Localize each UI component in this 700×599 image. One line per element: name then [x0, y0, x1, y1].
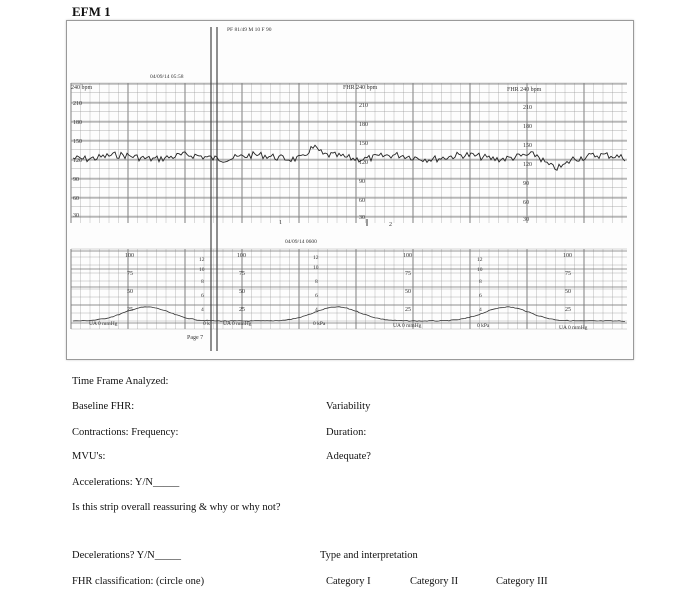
fhr-tick: 150: [73, 139, 82, 145]
baseline-fhr-label: Baseline FHR:: [72, 401, 135, 412]
reassuring-question: Is this strip overall reassuring & why or why not?: [72, 502, 281, 513]
fhr-tick: 60: [359, 198, 365, 204]
minute-marker-1: 1: [279, 220, 282, 226]
ua-tick: 25: [239, 307, 245, 313]
timestamp-2: 04/09/14 0600: [285, 239, 317, 245]
fhr-tick: 90: [523, 181, 529, 187]
fhr-trace: [73, 145, 625, 170]
strip-grid: [71, 83, 627, 329]
kpa-tick: 8: [201, 279, 204, 285]
fhr-tick: 150: [523, 143, 532, 149]
ua-ticks-2: [237, 253, 246, 313]
category-2-option[interactable]: Category II: [410, 576, 459, 587]
ua-tick: 50: [565, 289, 571, 295]
fhr-tick: 30: [523, 217, 529, 223]
fhr-ticks-right: [523, 105, 532, 223]
ua-trace: [73, 307, 625, 322]
kpa-tick: 8: [479, 279, 482, 285]
type-interpretation-label: Type and interpretation: [320, 550, 418, 561]
ua-tick: 25: [127, 307, 133, 313]
kpa-tick: 4: [201, 307, 204, 313]
ua-tick: 50: [405, 289, 411, 295]
fhr-tick: 120: [523, 162, 532, 168]
fhr-scale-label-2: FHR 240 bpm: [343, 85, 378, 91]
kpa-tick: 12: [477, 257, 483, 263]
ua-ticks-3: [403, 253, 412, 313]
duration-label: Duration:: [326, 427, 367, 438]
kpa-tick: 4: [315, 307, 318, 313]
ua-tick: 25: [405, 307, 411, 313]
kpa-tick: 10: [477, 267, 483, 273]
fhr-scale-label-3: FHR 240 bpm: [507, 87, 542, 93]
accelerations-label: Accelerations: Y/N_____: [72, 477, 180, 488]
kpa-tick: 10: [199, 267, 205, 273]
ua-unit-1: UA 0 mmHg: [89, 321, 118, 327]
ua-unit-4: UA 0 mmHg: [559, 325, 588, 331]
ua-ticks-1: [125, 253, 134, 313]
fhr-tick: 60: [523, 200, 529, 206]
ua-tick: 100: [403, 253, 412, 259]
fhr-tick: 180: [359, 122, 368, 128]
ua-tick: 100: [237, 253, 246, 259]
ua-tick: 75: [565, 271, 571, 277]
decelerations-label: Decelerations? Y/N_____: [72, 550, 181, 561]
fhr-tick: 120: [359, 160, 368, 166]
kpa-tick: 12: [199, 257, 205, 263]
fhr-tick: 210: [359, 103, 368, 109]
ua-tick: 75: [239, 271, 245, 277]
kpa-tick: 6: [315, 293, 318, 299]
ua-unit-2: UA 0 mmHg: [223, 321, 252, 327]
ua-tick: 75: [127, 271, 133, 277]
category-1-option[interactable]: Category I: [326, 576, 371, 587]
kpa-tick: 10: [313, 265, 319, 271]
ua-tick: 100: [563, 253, 572, 259]
minute-marker-2: 2: [389, 222, 392, 228]
efm-strip: [66, 20, 634, 360]
fhr-tick: 120: [73, 158, 82, 164]
kpa-unit-2: 0 kPa: [313, 321, 326, 327]
adequate-label: Adequate?: [326, 451, 371, 462]
mvus-label: MVU's:: [72, 451, 106, 462]
fhr-scale-label-1: 240 bpm: [71, 85, 93, 91]
strip-page-number: Page 7: [187, 335, 204, 341]
fhr-tick: 90: [359, 179, 365, 185]
document-title: EFM 1: [72, 4, 111, 19]
strip-stamp-top: PF 81/49 M 10 F 90: [227, 27, 272, 33]
kpa-tick: 4: [479, 307, 482, 313]
efm-strip-chart: [67, 21, 633, 359]
fhr-tick: 210: [523, 105, 532, 111]
kpa-tick: 6: [479, 293, 482, 299]
kpa-tick: 6: [201, 293, 204, 299]
category-3-option[interactable]: Category III: [496, 576, 548, 587]
ua-tick: 50: [127, 289, 133, 295]
fhr-tick: 180: [523, 124, 532, 130]
kpa-unit-3: 0 kPa: [477, 323, 490, 329]
kpa-unit-1: 0 k: [203, 321, 210, 327]
ua-tick: 50: [239, 289, 245, 295]
fhr-classification-label: FHR classification: (circle one): [72, 576, 205, 587]
ua-unit-3: UA 0 mmHg: [393, 323, 422, 329]
contractions-frequency-label: Contractions: Frequency:: [72, 427, 179, 438]
ua-tick: 75: [405, 271, 411, 277]
fhr-tick: 30: [73, 213, 79, 219]
fhr-ticks-middle: [359, 103, 368, 221]
fhr-tick: 30: [359, 215, 365, 221]
fhr-tick: 150: [359, 141, 368, 147]
kpa-tick: 12: [313, 255, 319, 261]
ua-ticks-4: [563, 253, 572, 313]
kpa-tick: 8: [315, 279, 318, 285]
fhr-tick: 210: [73, 101, 82, 107]
ua-tick: 100: [125, 253, 134, 259]
fhr-tick: 60: [73, 196, 79, 202]
kpa-ticks-3: [477, 257, 483, 313]
fhr-tick: 90: [73, 177, 79, 183]
timestamp-1: 04/09/14 05:58: [150, 74, 184, 80]
fhr-tick: 180: [73, 120, 82, 126]
variability-label: Variability: [326, 401, 371, 412]
time-frame-label: Time Frame Analyzed:: [72, 376, 169, 387]
ua-tick: 25: [565, 307, 571, 313]
